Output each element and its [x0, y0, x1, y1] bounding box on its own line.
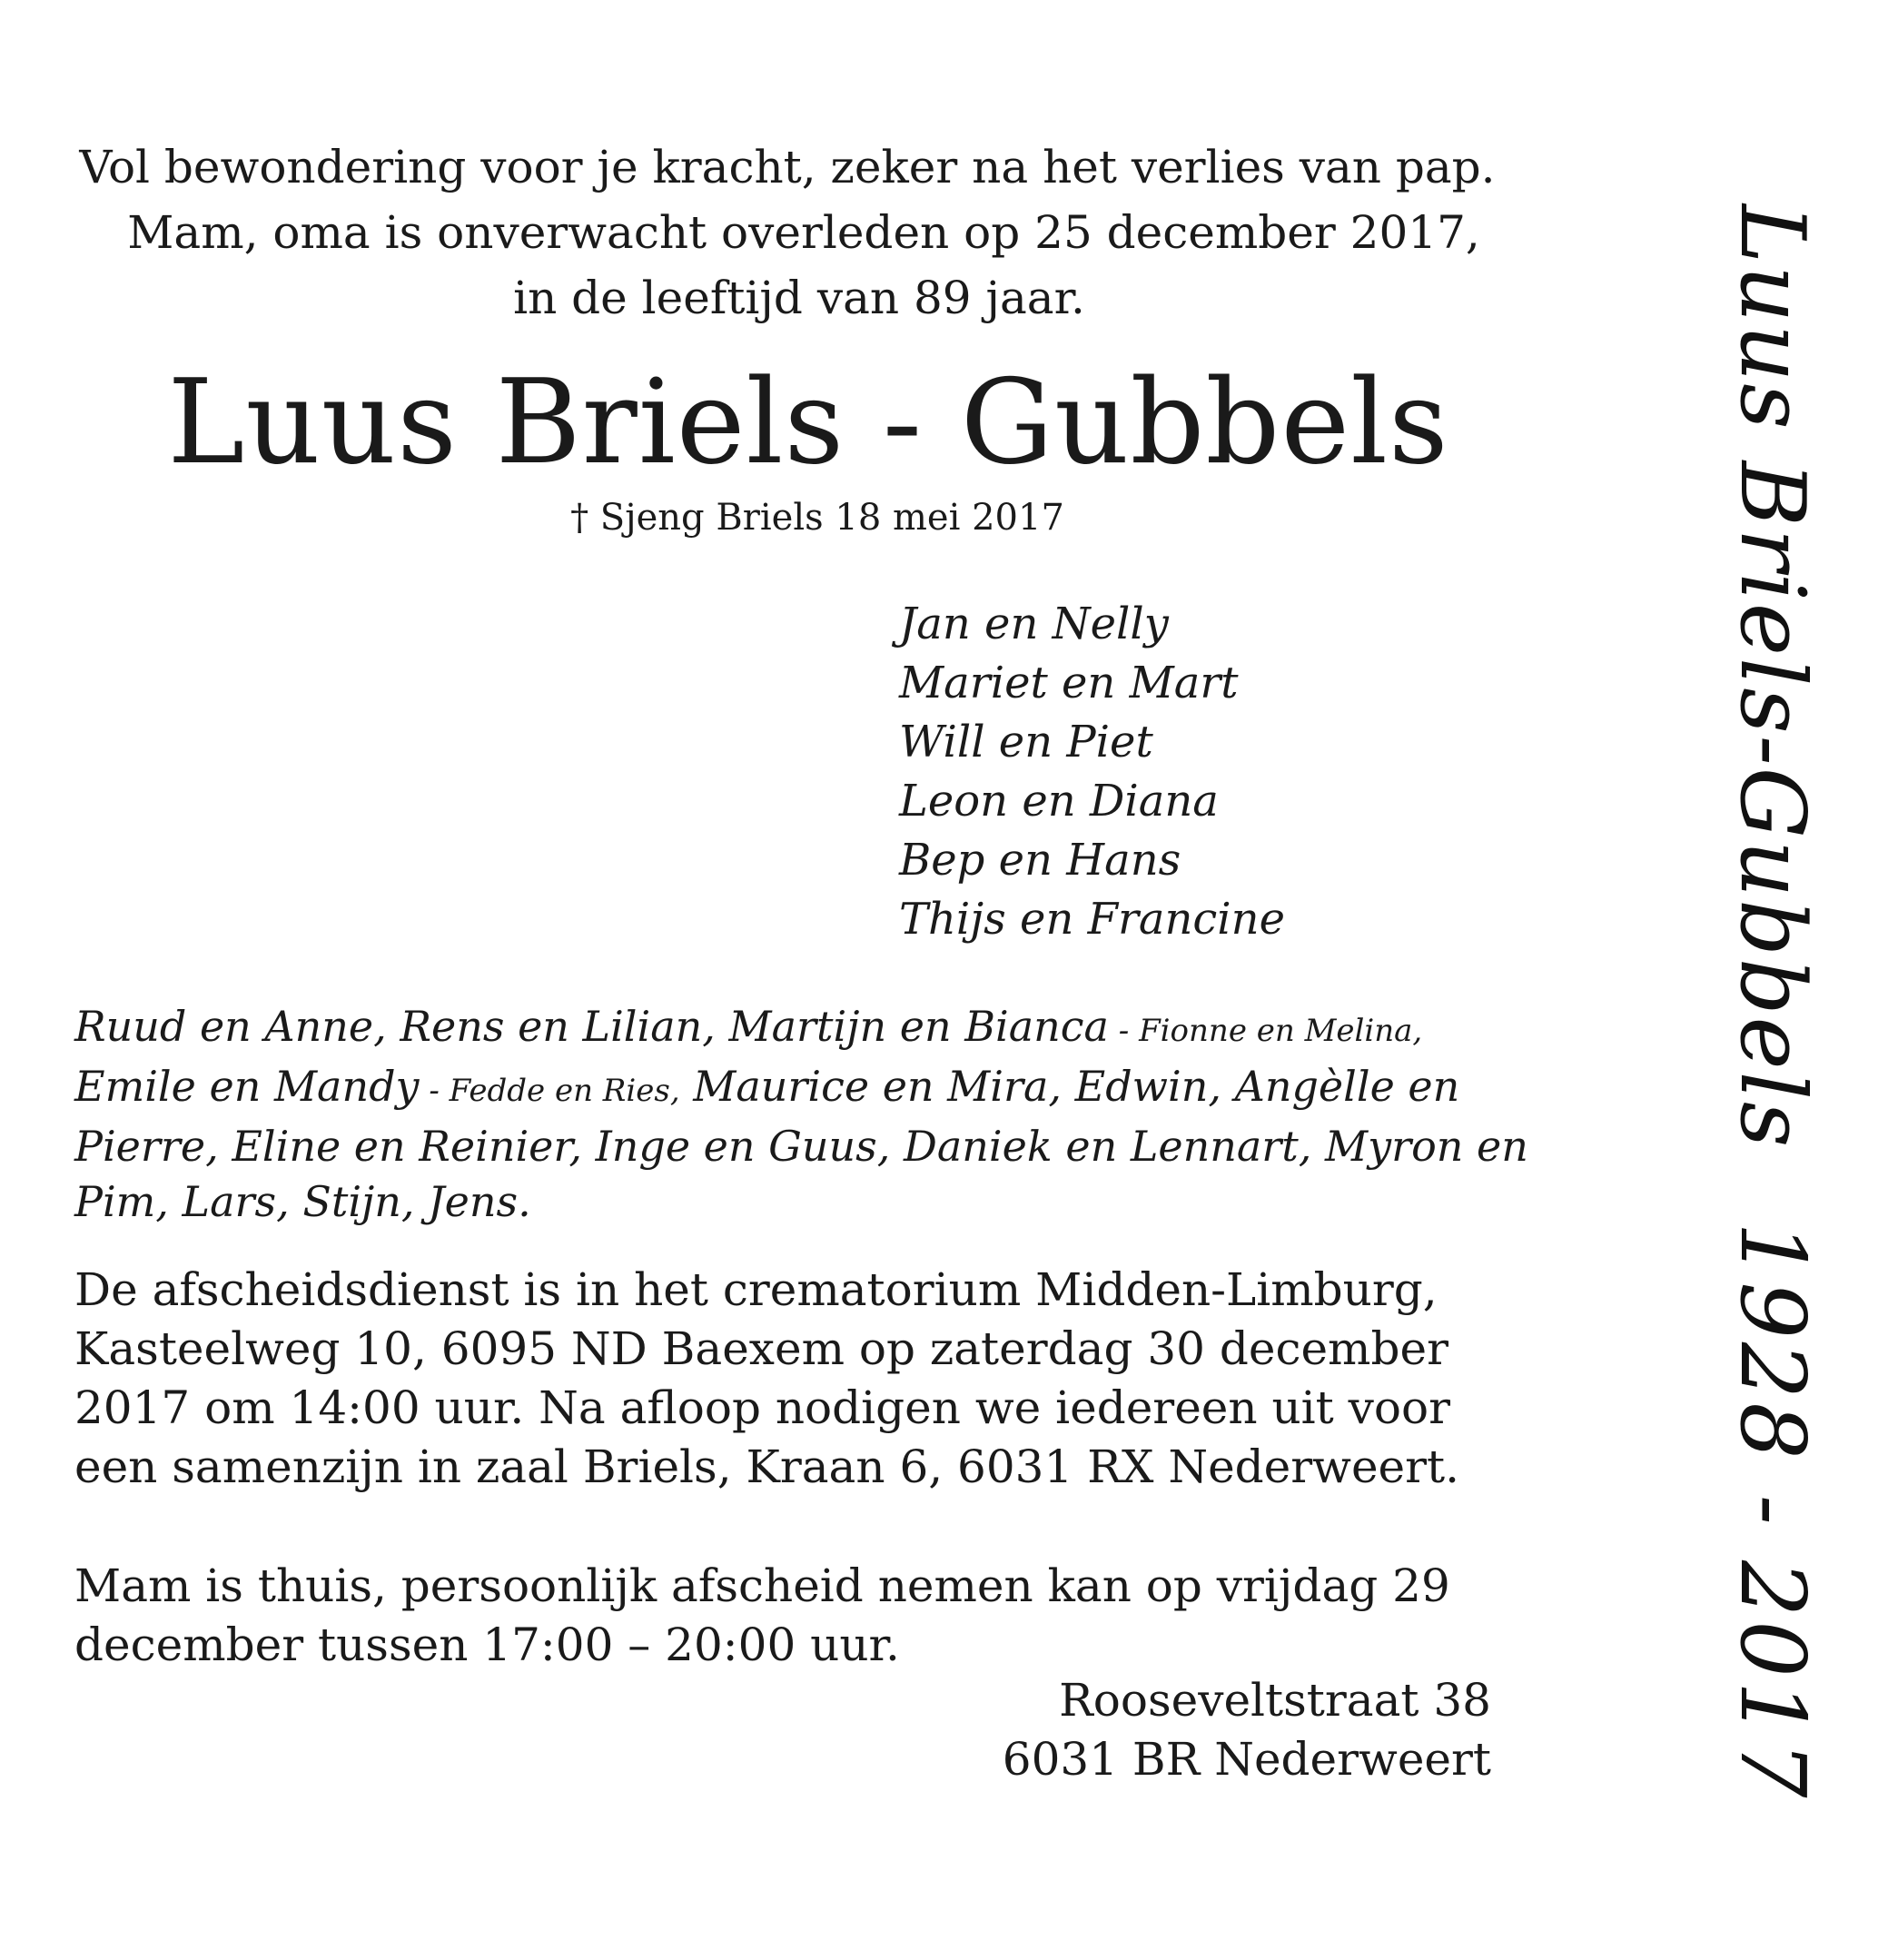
grandchildren-line-4: Pim, Lars, Stijn, Jens. [74, 1177, 531, 1226]
children-list [899, 595, 1285, 949]
great-grandchildren-names: - Fionne en Melina, [1108, 1013, 1423, 1049]
ceremony-paragraph [74, 1261, 1546, 1497]
grandchildren-names: Maurice en Mira, Edwin, Angèlle en [679, 1062, 1460, 1111]
intro-line-1: Vol bewondering voor je kracht, zeker na het verlies van pap. [79, 141, 1496, 193]
grandchildren-line-2 [74, 1059, 1527, 1119]
grandchildren-names: Emile en Mandy [74, 1062, 420, 1111]
deceased-name: Luus Briels - Gubbels [167, 355, 1449, 490]
visitation-line-2: december tussen 17:00 – 20:00 uur. [74, 1618, 900, 1671]
visitation-paragraph [74, 1557, 1546, 1675]
grandchildren-names: Ruud en Anne, Rens en Lilian, Martijn en Bianca [74, 1002, 1109, 1051]
child-couple: Thijs en Francine [899, 894, 1285, 945]
child-couple: Leon en Diana [899, 776, 1219, 827]
address-block [1003, 1671, 1491, 1789]
grandchildren-line-1 [74, 999, 1527, 1059]
intro-line-2: Mam, oma is onverwacht overleden op 25 december 2017, [127, 206, 1480, 259]
child-couple: Jan en Nelly [899, 599, 1169, 649]
grandchildren-line-3: Pierre, Eline en Reinier, Inge en Guus, Daniek en Lennart, Myron en [74, 1122, 1528, 1171]
intro-text [79, 134, 1508, 331]
ceremony-line-1: De afscheidsdienst is in het crematorium Midden-Limburg, [74, 1263, 1438, 1316]
address-street: Rooseveltstraat 38 [1059, 1674, 1491, 1727]
ceremony-line-3: 2017 om 14:00 uur. Na afloop nodigen we iedereen uit voor [74, 1381, 1451, 1434]
side-banner [1722, 204, 1822, 1801]
child-couple: Bep en Hans [899, 835, 1181, 886]
side-banner-years: 1928 - 2017 [1720, 1222, 1824, 1802]
side-banner-name: Luus Briels-Gubbels [1720, 204, 1824, 1150]
child-couple: Mariet en Mart [899, 658, 1239, 708]
ceremony-line-2: Kasteelweg 10, 6095 ND Baexem op zaterdag 30 december [74, 1322, 1448, 1375]
ceremony-line-4: een samenzijn in zaal Briels, Kraan 6, 6031 RX Nederweert. [74, 1440, 1460, 1493]
visitation-line-1: Mam is thuis, persoonlijk afscheid nemen kan op vrijdag 29 [74, 1559, 1450, 1612]
great-grandchildren-names: - Fedde en Ries, [419, 1073, 680, 1109]
memorial-line: † Sjeng Briels 18 mei 2017 [570, 497, 1064, 539]
address-city: 6031 BR Nederweert [1002, 1733, 1491, 1786]
child-couple: Will en Piet [899, 717, 1153, 767]
grandchildren-list [74, 999, 1527, 1230]
intro-line-3: in de leeftijd van 89 jaar. [513, 272, 1085, 324]
